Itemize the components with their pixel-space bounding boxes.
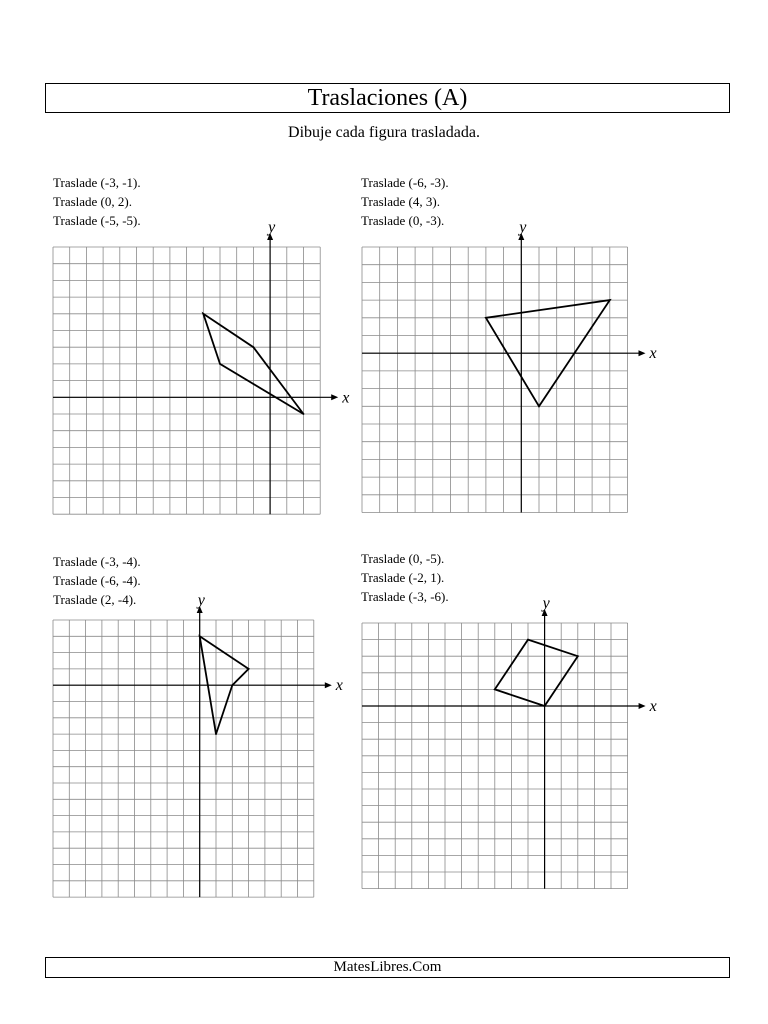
x-axis-label: x	[649, 345, 657, 363]
translation-instruction: Traslade (0, -5).	[361, 551, 445, 566]
translation-instruction: Traslade (-2, 1).	[361, 570, 445, 585]
figure-vertex	[609, 299, 611, 301]
worksheet-instructions: Dibuje cada figura trasladada.	[288, 124, 480, 141]
worksheet-title: Traslaciones (A)	[307, 85, 468, 111]
worksheet-title-box	[45, 83, 730, 113]
y-axis-label: y	[197, 592, 205, 609]
y-axis-label: y	[519, 219, 527, 236]
figure-vertex	[231, 684, 233, 686]
translation-instruction: Traslade (4, 3).	[361, 194, 440, 209]
figure-vertex	[577, 655, 579, 657]
y-axis-label: y	[542, 595, 550, 612]
translation-instruction: Traslade (-3, -4).	[53, 554, 141, 569]
figure-vertex	[527, 639, 529, 641]
problem-4-instructions	[361, 549, 449, 606]
problem-1-instructions	[53, 173, 141, 230]
translation-instruction: Traslade (0, 2).	[53, 194, 132, 209]
figure-vertex	[494, 689, 496, 691]
x-axis-arrow	[325, 682, 332, 688]
figure-vertex	[253, 346, 255, 348]
x-axis-label: x	[335, 677, 343, 695]
problem-2-instructions	[361, 173, 449, 230]
x-axis-label: x	[342, 389, 350, 407]
translation-instruction: Traslade (2, -4).	[53, 592, 137, 607]
figure-vertex	[538, 405, 540, 407]
x-axis-arrow	[639, 350, 646, 356]
figure-vertex	[544, 705, 546, 707]
translation-instruction: Traslade (0, -3).	[361, 213, 445, 228]
figure-vertex	[303, 413, 305, 415]
y-axis-label: y	[268, 219, 276, 236]
figure-vertex	[215, 733, 217, 735]
figure-vertex	[199, 635, 201, 637]
x-axis-label: x	[649, 698, 657, 715]
footer-box	[45, 957, 730, 978]
translation-instruction: Traslade (-5, -5).	[53, 213, 141, 228]
x-axis-arrow	[639, 703, 646, 709]
translation-instruction: Traslade (-6, -4).	[53, 573, 141, 588]
translation-instruction: Traslade (-3, -1).	[53, 175, 141, 190]
figure-vertex	[248, 668, 250, 670]
figure-vertex	[202, 313, 204, 315]
translation-instruction: Traslade (-6, -3).	[361, 175, 449, 190]
footer-site: MatesLibres.Com	[333, 959, 442, 975]
translation-instruction: Traslade (-3, -6).	[361, 589, 449, 604]
figure-vertex	[485, 317, 487, 319]
x-axis-arrow	[331, 394, 338, 400]
figure-vertex	[219, 363, 221, 365]
